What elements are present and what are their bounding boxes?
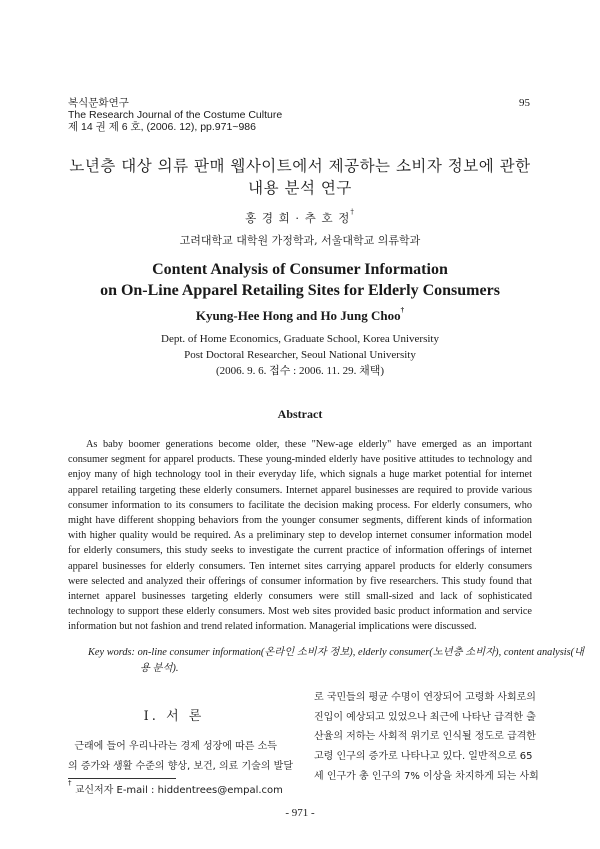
body-line: 세 인구가 총 인구의 7% 이상을 차지하게 되는 사회	[314, 770, 539, 782]
footnote	[68, 781, 283, 796]
title-korean-line2: 내용 분석 연구	[248, 179, 352, 197]
authors-korean-names: 홍 경 희 · 추 호 정	[245, 211, 351, 225]
keywords: Key words: on-line consumer information(온라인 소비자 정보), elderly consumer(노년층 소비자), content analysis(내용 분석).	[88, 647, 584, 674]
abstract-heading: Abstract	[277, 407, 323, 421]
received-accepted-dates: (2006. 9. 6. 접수 : 2006. 11. 29. 채택)	[216, 365, 384, 377]
title-korean-line1: 노년층 대상 의류 판매 웹사이트에서 제공하는 소비자 정보에 관한	[69, 157, 531, 175]
body-line: 근래에 들어 우리나라는 경제 성장에 따른 소득	[68, 741, 277, 752]
body-line: 진입이 예상되고 있었으나 최근에 나타난 급격한 출	[314, 711, 536, 723]
affiliation-korean: 고려대학교 대학원 가정학과, 서울대학교 의류학과	[179, 234, 421, 247]
authors-english	[0, 308, 600, 324]
body-right-column	[314, 688, 539, 787]
affiliation-english-line2: Post Doctoral Researcher, Seoul National University	[184, 349, 416, 361]
abstract-text: As baby boomer generations become older, these "New-age elderly" have emerged as an important consumer segment for apparel products. These young-minded elderly have positive attitudes to technology and enjoy many of high technology tool in their everyday life, which signals a huge market potential for internet apparel retailing targeting these elderly consumers. Internet apparel businesses are required to provide various consumer information to its consumers to facilitate the decision making process. For elderly consumers, who might have different shopping behaviors from the younger consumer segments, different kinds of information with higher quality would be required. As a preliminary step to develop internet consumer information model for elderly consumers, this study seeks to investigate the current practice of information offerings of internet apparel businesses for elderly consumers. Ten internet sites carrying apparel products for elderly consumers were selected and analyzed their offerings of consumer information by five researchers. This study found that internet apparel businesses targeting elderly consumers were still small-sized and lack of sophisticated technology to support these elderly consumers. Most web sites provided basic product information and service information but not fashion and trend related information. Managerial implications were discussed.	[68, 439, 532, 633]
title-korean	[0, 155, 600, 199]
journal-name-ko: 복식문화연구	[68, 97, 129, 109]
corresponding-author-mark: †	[350, 208, 355, 216]
authors-english-names: Kyung-Hee Hong and Ho Jung Choo	[195, 308, 401, 323]
title-english-line1: Content Analysis of Consumer Information	[152, 261, 448, 278]
footnote-mark: †	[68, 779, 72, 787]
journal-volume-info: 제 14 권 제 6 호, (2006. 12), pp.971~986	[68, 121, 256, 133]
affiliation-english-line1: Dept. of Home Economics, Graduate School, Korea University	[161, 333, 439, 345]
title-english	[0, 259, 600, 301]
body-line: 의 증가와 생활 수준의 향상, 보건, 의료 기술의 발달	[68, 760, 293, 772]
footnote-text: 교신저자 E-mail : hiddentrees@empal.com	[74, 785, 283, 796]
body-line: 산율의 저하는 사회적 위기로 인식될 정도로 급격한	[314, 731, 536, 743]
authors-korean	[0, 210, 600, 226]
journal-name-en: The Research Journal of the Costume Culture	[68, 109, 283, 121]
body-line: 고령 인구의 증가로 나타나고 있다. 일반적으로 65	[314, 751, 533, 763]
footer-page-number: - 971 -	[285, 807, 315, 819]
title-english-line2: on On-Line Apparel Retailing Sites for Elderly Consumers	[100, 282, 500, 299]
corresponding-author-mark-en: †	[400, 306, 405, 314]
page-number: 95	[519, 97, 530, 109]
body-left-column	[68, 737, 293, 776]
section-heading-introduction: Ⅰ. 서 론	[143, 709, 205, 724]
body-line: 로 국민들의 평균 수명이 연장되어 고령화 사회로의	[314, 692, 536, 703]
footnote-rule	[68, 778, 176, 779]
